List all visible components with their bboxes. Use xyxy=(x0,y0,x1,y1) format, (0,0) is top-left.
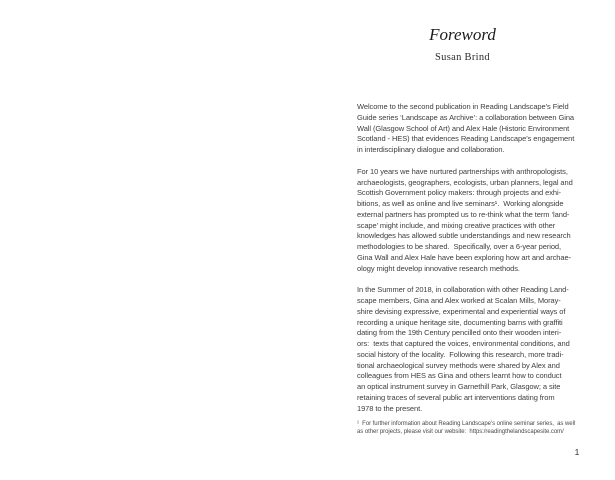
text-line: Guide series ‘Landscape as Archive’: a collaboration between Gina xyxy=(357,112,575,122)
page-number: 1 xyxy=(574,447,580,457)
author-name: Susan Brind xyxy=(435,52,490,63)
text-line: retaining traces of several public art interventions dating from xyxy=(357,392,555,402)
text-line: Welcome to the second publication in Reading Landscape’s Field xyxy=(357,102,569,111)
footnote-line: ¹ For further information about Reading Landscape’s online seminar series, as well xyxy=(357,421,576,427)
page-title: Foreword xyxy=(429,25,496,44)
text-line: scape’ might include, and mixing creative practices with other xyxy=(357,220,556,230)
text-line: in interdisciplinary dialogue and collaboration. xyxy=(357,145,505,154)
text-line: colleagues from HES as Gina and others learnt how to conduct xyxy=(357,371,562,381)
text-line: Gina Wall and Alex Hale have been exploring how art and archae- xyxy=(357,252,571,262)
text-line: shire devising expressive, experimental and experiential ways of xyxy=(357,306,566,316)
body-text xyxy=(357,102,592,425)
paragraph xyxy=(357,102,592,156)
text-line: social history of the locality. Following this research, more tradi- xyxy=(357,349,564,359)
paragraph xyxy=(357,167,592,275)
text-line: external partners has prompted us to re-think what the term ‘land- xyxy=(357,209,570,219)
text-line: knowledges has allowed subtle understandings and new research xyxy=(357,231,571,241)
text-line: archaeologists, geographers, ecologists, urban planners, legal and xyxy=(357,177,573,187)
text-line: recording a unique heritage site, documenting barns with graffiti xyxy=(357,317,563,327)
text-line: dating from the 19th Century pencilled onto their wooden interi- xyxy=(357,328,562,338)
text-line: tional archaeological survey methods were shared by Alex and xyxy=(357,360,560,370)
text-line: In the Summer of 2018, in collaboration with other Reading Land- xyxy=(357,285,569,295)
text-line: bitions, as well as online and live seminars¹. Working alongside xyxy=(357,199,564,208)
text-line: scape members, Gina and Alex worked at Scalan Mills, Moray- xyxy=(357,296,561,305)
text-line: For 10 years we have nurtured partnerships with anthropologists, xyxy=(357,166,568,176)
text-line: ology might develop innovative research methods. xyxy=(357,263,520,273)
paragraph xyxy=(357,285,592,414)
text-line: Scotland - HES) that evidences Reading Landscape’s engagement xyxy=(357,134,575,144)
text-line: Scottish Government policy makers: through projects and exhi- xyxy=(357,188,561,198)
text-line: 1978 to the present. xyxy=(357,403,423,413)
text-line: Wall (Glasgow School of Art) and Alex Hale (Historic Environment xyxy=(357,123,570,133)
footnote xyxy=(357,420,592,436)
text-line: methodologies to be shared. Specifically, over a 6-year period, xyxy=(357,242,562,251)
footnote-line: as other projects, please visit our website: https:/readingthelandscapesite.com/ xyxy=(357,429,564,435)
text-line: ors: texts that captured the voices, environmental conditions, and xyxy=(357,339,570,348)
text-line: an optical instrument survey in Garnethill Park, Glasgow; a site xyxy=(357,382,561,391)
